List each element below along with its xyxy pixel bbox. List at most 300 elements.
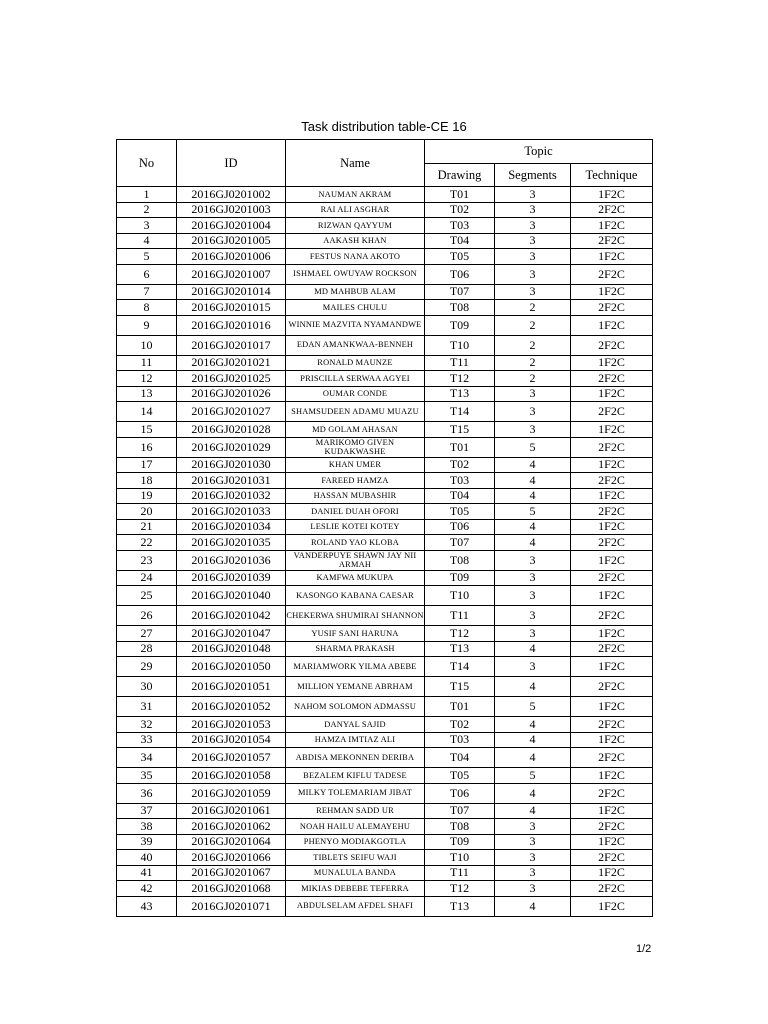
row-segments: 3	[495, 819, 571, 835]
row-segments: 3	[495, 850, 571, 866]
row-id: 2016GJ0201050	[177, 657, 286, 677]
row-name: MILLION YEMANE ABRHAM	[286, 677, 425, 697]
row-technique: 2F2C	[571, 402, 653, 422]
row-name: ABDISA MEKONNEN DERIBA	[286, 748, 425, 768]
row-technique: 1F2C	[571, 284, 653, 300]
row-name: PRISCILLA SERWAA AGYEI	[286, 371, 425, 387]
header-no: No	[117, 140, 177, 187]
row-technique: 1F2C	[571, 896, 653, 916]
row-technique: 2F2C	[571, 748, 653, 768]
row-name: TIBLETS SEIFU WAJI	[286, 850, 425, 866]
row-drawing: T11	[425, 606, 495, 626]
row-id: 2016GJ0201014	[177, 284, 286, 300]
row-no: 11	[117, 355, 177, 371]
row-drawing: T14	[425, 402, 495, 422]
row-technique: 2F2C	[571, 473, 653, 489]
row-segments: 2	[495, 335, 571, 355]
row-technique: 2F2C	[571, 677, 653, 697]
row-name: MILKY TOLEMARIAM JIBAT	[286, 783, 425, 803]
row-id: 2016GJ0201051	[177, 677, 286, 697]
row-name: EDAN AMANKWAA-BENNEH	[286, 335, 425, 355]
row-name: ABDULSELAM AFDEL SHAFI	[286, 896, 425, 916]
row-technique: 2F2C	[571, 335, 653, 355]
row-drawing: T07	[425, 803, 495, 819]
row-technique: 1F2C	[571, 422, 653, 438]
row-name: SHARMA PRAKASH	[286, 641, 425, 657]
row-no: 9	[117, 315, 177, 335]
row-no: 28	[117, 641, 177, 657]
table-row	[117, 783, 653, 803]
row-name: HASSAN MUBASHIR	[286, 488, 425, 504]
row-segments: 2	[495, 355, 571, 371]
row-no: 38	[117, 819, 177, 835]
row-no: 33	[117, 732, 177, 748]
row-name: LESLIE KOTEI KOTEY	[286, 519, 425, 535]
table-row	[117, 504, 653, 520]
row-name: NAUMAN AKRAM	[286, 187, 425, 203]
row-id: 2016GJ0201053	[177, 717, 286, 733]
table-row	[117, 371, 653, 387]
row-technique: 2F2C	[571, 881, 653, 897]
row-no: 25	[117, 586, 177, 606]
row-technique: 1F2C	[571, 803, 653, 819]
row-segments: 5	[495, 437, 571, 457]
row-segments: 3	[495, 386, 571, 402]
row-technique: 2F2C	[571, 233, 653, 249]
row-name: NAHOM SOLOMON ADMASSU	[286, 697, 425, 717]
table-row	[117, 677, 653, 697]
row-drawing: T14	[425, 657, 495, 677]
row-drawing: T03	[425, 473, 495, 489]
table-row	[117, 834, 653, 850]
row-technique: 1F2C	[571, 187, 653, 203]
header-technique: Technique	[571, 164, 653, 187]
row-name: MARIKOMO GIVEN KUDAKWASHE	[286, 437, 425, 457]
row-drawing: T01	[425, 437, 495, 457]
task-distribution-table	[116, 139, 653, 917]
row-name: NOAH HAILU ALEMAYEHU	[286, 819, 425, 835]
row-drawing: T09	[425, 834, 495, 850]
row-segments: 4	[495, 488, 571, 504]
row-name: FAREED HAMZA	[286, 473, 425, 489]
row-no: 37	[117, 803, 177, 819]
row-no: 39	[117, 834, 177, 850]
table-row	[117, 218, 653, 234]
table-row	[117, 386, 653, 402]
row-name: RAI ALI ASGHAR	[286, 202, 425, 218]
row-technique: 2F2C	[571, 783, 653, 803]
row-drawing: T05	[425, 504, 495, 520]
row-segments: 5	[495, 768, 571, 784]
row-drawing: T10	[425, 335, 495, 355]
table-row	[117, 473, 653, 489]
table-row	[117, 803, 653, 819]
row-segments: 4	[495, 803, 571, 819]
row-id: 2016GJ0201047	[177, 626, 286, 642]
row-no: 23	[117, 550, 177, 570]
row-id: 2016GJ0201058	[177, 768, 286, 784]
table-body	[117, 187, 653, 917]
row-technique: 1F2C	[571, 657, 653, 677]
row-segments: 2	[495, 300, 571, 316]
row-name: FESTUS NANA AKOTO	[286, 249, 425, 265]
table-row	[117, 187, 653, 203]
row-id: 2016GJ0201064	[177, 834, 286, 850]
row-id: 2016GJ0201034	[177, 519, 286, 535]
row-technique: 1F2C	[571, 355, 653, 371]
row-name: ISHMAEL OWUYAW ROCKSON	[286, 264, 425, 284]
row-name: VANDERPUYE SHAWN JAY NII ARMAH	[286, 550, 425, 570]
table-row	[117, 748, 653, 768]
row-name: KASONGO KABANA CAESAR	[286, 586, 425, 606]
row-technique: 2F2C	[571, 504, 653, 520]
row-id: 2016GJ0201003	[177, 202, 286, 218]
row-technique: 1F2C	[571, 834, 653, 850]
row-name: YUSIF SANI HARUNA	[286, 626, 425, 642]
row-id: 2016GJ0201006	[177, 249, 286, 265]
table-row	[117, 626, 653, 642]
row-no: 16	[117, 437, 177, 457]
row-segments: 5	[495, 504, 571, 520]
row-no: 31	[117, 697, 177, 717]
row-segments: 3	[495, 402, 571, 422]
row-name: WINNIE MAZVITA NYAMANDWE	[286, 315, 425, 335]
table-row	[117, 865, 653, 881]
row-segments: 4	[495, 677, 571, 697]
row-segments: 4	[495, 535, 571, 551]
row-id: 2016GJ0201039	[177, 570, 286, 586]
row-technique: 1F2C	[571, 550, 653, 570]
row-technique: 1F2C	[571, 586, 653, 606]
row-drawing: T06	[425, 519, 495, 535]
row-segments: 3	[495, 657, 571, 677]
row-no: 7	[117, 284, 177, 300]
row-no: 10	[117, 335, 177, 355]
row-name: CHEKERWA SHUMIRAI SHANNON	[286, 606, 425, 626]
row-segments: 4	[495, 473, 571, 489]
table-row	[117, 896, 653, 916]
row-id: 2016GJ0201071	[177, 896, 286, 916]
row-no: 1	[117, 187, 177, 203]
row-drawing: T12	[425, 881, 495, 897]
row-id: 2016GJ0201029	[177, 437, 286, 457]
row-drawing: T02	[425, 202, 495, 218]
row-id: 2016GJ0201054	[177, 732, 286, 748]
row-segments: 3	[495, 264, 571, 284]
row-drawing: T05	[425, 249, 495, 265]
row-drawing: T09	[425, 315, 495, 335]
row-id: 2016GJ0201031	[177, 473, 286, 489]
row-name: AAKASH KHAN	[286, 233, 425, 249]
row-id: 2016GJ0201004	[177, 218, 286, 234]
row-no: 27	[117, 626, 177, 642]
table-row	[117, 355, 653, 371]
row-technique: 2F2C	[571, 819, 653, 835]
row-id: 2016GJ0201026	[177, 386, 286, 402]
row-id: 2016GJ0201025	[177, 371, 286, 387]
row-technique: 2F2C	[571, 202, 653, 218]
row-drawing: T13	[425, 896, 495, 916]
table-row	[117, 300, 653, 316]
row-no: 22	[117, 535, 177, 551]
row-technique: 2F2C	[571, 371, 653, 387]
row-drawing: T10	[425, 586, 495, 606]
table-row	[117, 641, 653, 657]
row-id: 2016GJ0201057	[177, 748, 286, 768]
row-id: 2016GJ0201030	[177, 457, 286, 473]
row-drawing: T07	[425, 535, 495, 551]
row-no: 21	[117, 519, 177, 535]
row-drawing: T02	[425, 457, 495, 473]
row-no: 19	[117, 488, 177, 504]
row-technique: 2F2C	[571, 437, 653, 457]
row-drawing: T11	[425, 355, 495, 371]
row-id: 2016GJ0201002	[177, 187, 286, 203]
row-drawing: T01	[425, 697, 495, 717]
row-segments: 3	[495, 422, 571, 438]
row-no: 15	[117, 422, 177, 438]
table-row	[117, 457, 653, 473]
table-row	[117, 732, 653, 748]
row-technique: 1F2C	[571, 732, 653, 748]
row-technique: 1F2C	[571, 697, 653, 717]
row-no: 2	[117, 202, 177, 218]
header-name: Name	[286, 140, 425, 187]
row-name: MAILES CHULU	[286, 300, 425, 316]
header-segments: Segments	[495, 164, 571, 187]
row-drawing: T08	[425, 819, 495, 835]
row-no: 18	[117, 473, 177, 489]
row-id: 2016GJ0201016	[177, 315, 286, 335]
table-row	[117, 264, 653, 284]
row-no: 35	[117, 768, 177, 784]
row-no: 34	[117, 748, 177, 768]
row-drawing: T15	[425, 677, 495, 697]
row-technique: 2F2C	[571, 850, 653, 866]
row-segments: 3	[495, 187, 571, 203]
header-drawing: Drawing	[425, 164, 495, 187]
table-row	[117, 402, 653, 422]
row-id: 2016GJ0201017	[177, 335, 286, 355]
row-no: 29	[117, 657, 177, 677]
table-row	[117, 422, 653, 438]
row-no: 32	[117, 717, 177, 733]
row-technique: 2F2C	[571, 300, 653, 316]
row-segments: 2	[495, 371, 571, 387]
table-row	[117, 586, 653, 606]
table-row	[117, 437, 653, 457]
row-drawing: T15	[425, 422, 495, 438]
row-drawing: T12	[425, 371, 495, 387]
table-row	[117, 881, 653, 897]
row-id: 2016GJ0201048	[177, 641, 286, 657]
row-segments: 4	[495, 783, 571, 803]
row-drawing: T03	[425, 732, 495, 748]
row-technique: 2F2C	[571, 606, 653, 626]
row-drawing: T12	[425, 626, 495, 642]
row-segments: 4	[495, 717, 571, 733]
row-segments: 3	[495, 233, 571, 249]
row-id: 2016GJ0201027	[177, 402, 286, 422]
row-name: MUNALULA BANDA	[286, 865, 425, 881]
row-technique: 2F2C	[571, 264, 653, 284]
row-no: 24	[117, 570, 177, 586]
row-drawing: T04	[425, 233, 495, 249]
row-segments: 4	[495, 457, 571, 473]
row-name: HAMZA IMTIAZ ALI	[286, 732, 425, 748]
table-row	[117, 717, 653, 733]
row-no: 20	[117, 504, 177, 520]
row-id: 2016GJ0201066	[177, 850, 286, 866]
row-segments: 4	[495, 641, 571, 657]
row-segments: 3	[495, 626, 571, 642]
table-row	[117, 249, 653, 265]
row-name: RONALD MAUNZE	[286, 355, 425, 371]
row-name: DANIEL DUAH OFORI	[286, 504, 425, 520]
row-drawing: T07	[425, 284, 495, 300]
row-name: MD GOLAM AHASAN	[286, 422, 425, 438]
row-no: 5	[117, 249, 177, 265]
table-row	[117, 819, 653, 835]
row-name: MIKIAS DEBEBE TEFERRA	[286, 881, 425, 897]
row-no: 6	[117, 264, 177, 284]
row-drawing: T08	[425, 550, 495, 570]
row-technique: 1F2C	[571, 457, 653, 473]
row-segments: 4	[495, 519, 571, 535]
header-id: ID	[177, 140, 286, 187]
row-no: 4	[117, 233, 177, 249]
table-row	[117, 657, 653, 677]
row-segments: 3	[495, 834, 571, 850]
row-no: 36	[117, 783, 177, 803]
row-no: 41	[117, 865, 177, 881]
row-drawing: T13	[425, 386, 495, 402]
table-row	[117, 535, 653, 551]
row-no: 30	[117, 677, 177, 697]
row-segments: 3	[495, 218, 571, 234]
row-no: 42	[117, 881, 177, 897]
row-drawing: T08	[425, 300, 495, 316]
row-id: 2016GJ0201036	[177, 550, 286, 570]
row-name: RIZWAN QAYYUM	[286, 218, 425, 234]
row-drawing: T13	[425, 641, 495, 657]
row-drawing: T11	[425, 865, 495, 881]
table-row	[117, 335, 653, 355]
row-id: 2016GJ0201052	[177, 697, 286, 717]
row-technique: 1F2C	[571, 249, 653, 265]
row-id: 2016GJ0201068	[177, 881, 286, 897]
row-id: 2016GJ0201028	[177, 422, 286, 438]
row-segments: 2	[495, 315, 571, 335]
row-id: 2016GJ0201035	[177, 535, 286, 551]
table-row	[117, 233, 653, 249]
page-number: 1/2	[636, 943, 652, 955]
row-segments: 3	[495, 570, 571, 586]
row-drawing: T01	[425, 187, 495, 203]
row-id: 2016GJ0201005	[177, 233, 286, 249]
table-row	[117, 606, 653, 626]
row-name: KAMFWA MUKUPA	[286, 570, 425, 586]
table-row	[117, 202, 653, 218]
table-row	[117, 550, 653, 570]
row-segments: 5	[495, 697, 571, 717]
row-segments: 3	[495, 249, 571, 265]
row-technique: 1F2C	[571, 768, 653, 784]
row-name: MARIAMWORK YILMA ABEBE	[286, 657, 425, 677]
row-name: REHMAN SADD UR	[286, 803, 425, 819]
row-no: 8	[117, 300, 177, 316]
row-drawing: T05	[425, 768, 495, 784]
row-segments: 3	[495, 606, 571, 626]
row-no: 14	[117, 402, 177, 422]
row-segments: 3	[495, 865, 571, 881]
row-segments: 4	[495, 896, 571, 916]
row-name: DANYAL SAJID	[286, 717, 425, 733]
row-no: 43	[117, 896, 177, 916]
row-id: 2016GJ0201059	[177, 783, 286, 803]
row-drawing: T09	[425, 570, 495, 586]
row-name: SHAMSUDEEN ADAMU MUAZU	[286, 402, 425, 422]
row-technique: 1F2C	[571, 386, 653, 402]
row-drawing: T04	[425, 748, 495, 768]
row-segments: 3	[495, 284, 571, 300]
row-no: 17	[117, 457, 177, 473]
row-drawing: T04	[425, 488, 495, 504]
row-no: 3	[117, 218, 177, 234]
row-id: 2016GJ0201040	[177, 586, 286, 606]
row-technique: 2F2C	[571, 641, 653, 657]
table-row	[117, 850, 653, 866]
row-technique: 1F2C	[571, 519, 653, 535]
row-name: BEZALEM KIFLU TADESE	[286, 768, 425, 784]
row-no: 26	[117, 606, 177, 626]
row-drawing: T06	[425, 264, 495, 284]
row-segments: 3	[495, 202, 571, 218]
row-technique: 2F2C	[571, 570, 653, 586]
row-technique: 1F2C	[571, 626, 653, 642]
row-name: ROLAND YAO KLOBA	[286, 535, 425, 551]
row-segments: 4	[495, 732, 571, 748]
row-id: 2016GJ0201042	[177, 606, 286, 626]
table-row	[117, 315, 653, 335]
row-id: 2016GJ0201007	[177, 264, 286, 284]
table-row	[117, 697, 653, 717]
row-no: 40	[117, 850, 177, 866]
row-drawing: T10	[425, 850, 495, 866]
row-id: 2016GJ0201015	[177, 300, 286, 316]
row-technique: 1F2C	[571, 488, 653, 504]
row-technique: 2F2C	[571, 717, 653, 733]
row-technique: 1F2C	[571, 865, 653, 881]
row-technique: 1F2C	[571, 315, 653, 335]
row-name: KHAN UMER	[286, 457, 425, 473]
table-row	[117, 768, 653, 784]
table-row	[117, 570, 653, 586]
row-segments: 3	[495, 550, 571, 570]
row-segments: 4	[495, 748, 571, 768]
row-technique: 1F2C	[571, 218, 653, 234]
row-name: OUMAR CONDE	[286, 386, 425, 402]
table-row	[117, 519, 653, 535]
row-id: 2016GJ0201061	[177, 803, 286, 819]
row-id: 2016GJ0201032	[177, 488, 286, 504]
row-drawing: T03	[425, 218, 495, 234]
row-technique: 2F2C	[571, 535, 653, 551]
row-no: 13	[117, 386, 177, 402]
row-drawing: T02	[425, 717, 495, 733]
table-row	[117, 488, 653, 504]
row-name: MD MAHBUB ALAM	[286, 284, 425, 300]
